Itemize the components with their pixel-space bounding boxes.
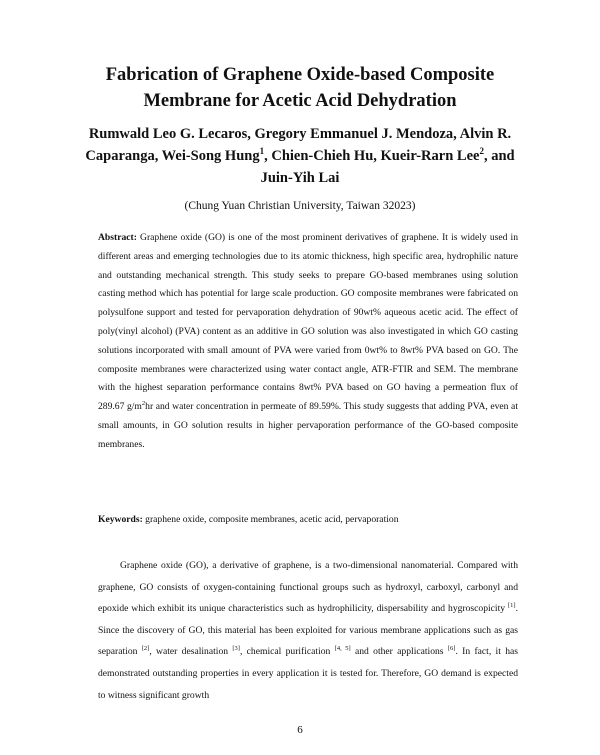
abstract-label: Abstract: — [98, 232, 137, 243]
affiliation-mark: 1 — [259, 146, 265, 157]
body-text: , chemical purification — [239, 646, 335, 658]
citation: [2] — [141, 645, 150, 653]
keywords-text: graphene oxide, composite membranes, acetic acid, pervaporation — [142, 514, 399, 525]
body-text: . In fact, it has demonstrated outstanding properties in every application it is tested for. Therefore, GO demand is expected to witness significant growth — [98, 646, 518, 701]
body-text: . Since the discovery of GO, this material has been exploited for various membrane applications such as gas separation — [98, 603, 518, 658]
unit-superscript: 2 — [141, 399, 146, 407]
page-number: 6 — [297, 724, 303, 736]
body-text: Graphene oxide (GO), a derivative of graphene, is a two-dimensional nanomaterial. Compared with graphene, GO consists of oxygen-containing functional groups such as hydroxyl, carboxyl, carbonyl and epoxide which exhibit its unique characteristics such as hydrophilicity, dispersability and hygroscopicity — [98, 560, 518, 615]
author-line-3: Juin-Yih Lai — [260, 170, 340, 186]
author-line-1: Rumwald Leo G. Lecaros, Gregory Emmanuel J. Mendoza, Alvin R. — [88, 126, 512, 142]
citation: [1] — [508, 602, 516, 609]
keywords — [98, 512, 518, 528]
paper-title — [60, 62, 540, 114]
title-line-1: Fabrication of Graphene Oxide-based Composite — [105, 65, 495, 85]
body-text: , water desalination — [149, 646, 233, 658]
affiliation: (Chung Yuan Christian University, Taiwan 32023) — [184, 200, 416, 212]
citation: [6] — [447, 645, 456, 653]
author-text: , Chien-Chieh Hu, Kueir-Rarn Lee — [264, 148, 480, 164]
body-text: and other applications — [350, 646, 448, 658]
abstract — [98, 229, 518, 455]
affiliation-mark: 2 — [479, 146, 484, 157]
keywords-label: Keywords: — [98, 514, 143, 525]
citation: [4, 5] — [334, 645, 351, 653]
abstract-text: Graphene oxide (GO) is one of the most prominent derivatives of graphene. It is widely used in different areas and emerging technologies due to its atomic thickness, high specific area, hydrophilic nature and outstanding mechanical strength. This study seeks to prepare GO-based membranes using solution casting method which has potential for large scale production. GO composite membranes were fabricated on polysulfone support and tested for pervaporation dehydration of 90wt% aqueous acetic acid. The effect of poly(vinyl alcohol) (PVA) content as an additive in GO solution was also investigated in which GO casting solutions incorporated with small amount of PVA were varied from 0wt% to 8wt% PVA based on GO. The composite membranes were characterized using water contact angle, ATR-FTIR and SEM. The membrane with the highest separation performance contains 8wt% PVA based on GO having a permeation flux of 289.67 g/m — [98, 232, 518, 413]
citation: [3] — [232, 645, 240, 653]
author-line-2 — [70, 145, 530, 167]
author-text: , and — [483, 148, 515, 164]
title-line-2: Membrane for Acetic Acid Dehydration — [143, 91, 457, 111]
abstract-text-cont: hr and water concentration in permeate of 89.59%. This study suggests that adding PVA, even at small amounts, in GO solution results in higher pervaporation performance of the GO-based composite membranes. — [98, 401, 518, 450]
intro-paragraph — [98, 555, 518, 706]
author-list — [70, 123, 530, 189]
author-text: Caparanga, Wei-Song Hung — [85, 148, 260, 164]
